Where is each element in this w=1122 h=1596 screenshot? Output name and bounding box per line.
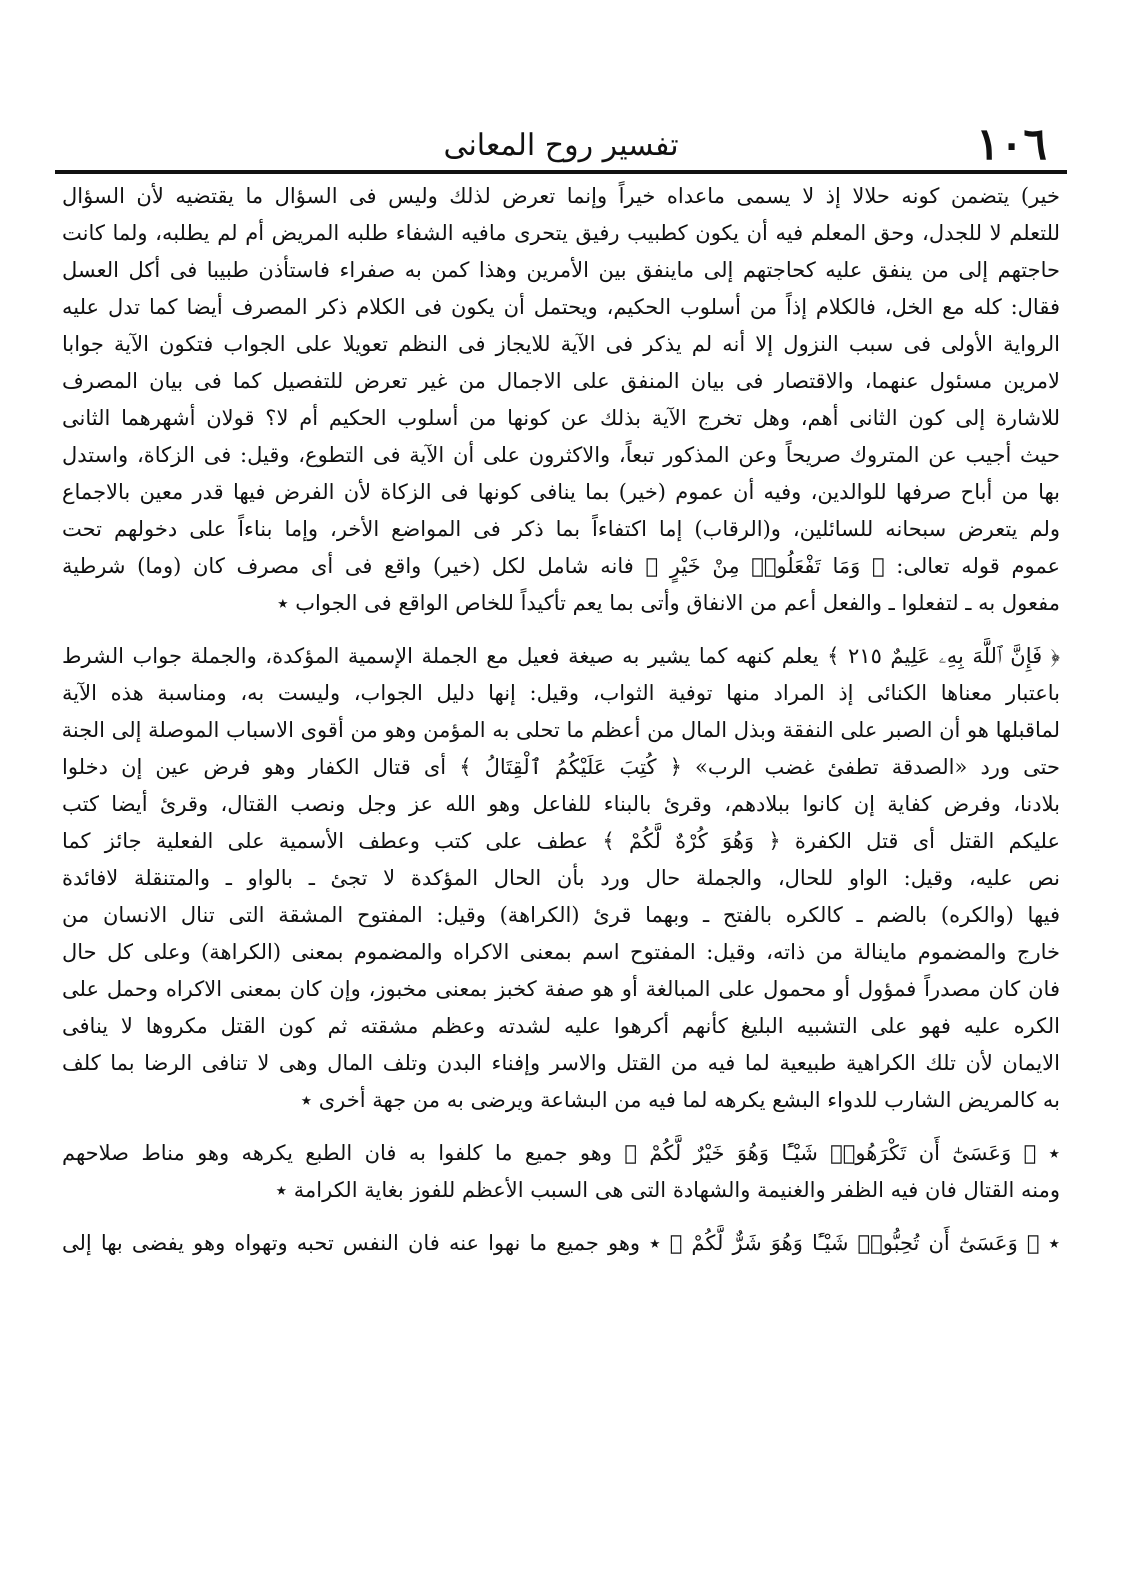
book-title: تفسير روح المعانى (443, 128, 679, 163)
text-line: فقال: كله مع الخل، فالكلام إذاً من أسلوب الحكيم، ويحتمل أن يكون فى الكلام ذكر المصرف أيضا كما تدل عليه (62, 295, 1060, 319)
text-line: بلادنا، وفرض كفاية إن كانوا ببلادهم، وقرئ بالبناء للفاعل وهو الله عز وجل ونصب القتال، وقرئ أيضا كتب (62, 792, 1060, 816)
paragraph-gap (62, 1209, 1060, 1225)
text-line: عموم قوله تعالى: ﴿ وَمَا تَفْعَلُوا۟ مِنْ خَيْرٍ ﴾ فانه شامل لكل (خير) واقع فى أى مصرف كان (وما) شرطية (62, 554, 1060, 578)
text-line: لماقبلها هو أن الصبر على النفقة وبذل المال من أعظم ما تحلى به المؤمن وهو من أقوى الاسباب الموصلة إلى الجنة (62, 718, 1060, 742)
text-line: خارج والمضموم ماينالة من ذاته، وقيل: المفتوح اسم بمعنى الاكراه والمضموم بمعنى (الكراهة) وعلى كل حال (62, 940, 1060, 964)
text-line: بها من أباح صرفها للوالدين، وفيه أن عموم (خير) بما ينافى كونها فى الزكاة لأن الفرض فيها قدر معين بالاجماع (62, 480, 1060, 504)
text-line: للاشارة إلى كون الثانى أهم، وهل تخرج الآية بذلك عن كونها من أسلوب الحكيم أم لا؟ قولان أشهرهما الثانى (62, 406, 1060, 430)
text-line: ﴿ فَإِنَّ ٱللَّهَ بِهِۦ عَلِيمٌ ٢١٥ ﴾ يعلم كنهه كما يشير به صيغة فعيل مع الجملة الإسمية المؤكدة، والجملة جواب الشرط (62, 644, 1060, 668)
text-line: ٭ ﴿ وَعَسَىٰٓ أَن تَكْرَهُوا۟ شَيْـًٔا وَهُوَ خَيْرٌ لَّكُمْ ﴾ وهو جميع ما كلفوا به فان الطبع يكرهه وهو مناط صلاحهم (62, 1141, 1060, 1165)
text-line: حيث أجيب عن المتروك صريحاً وعن المذكور تبعاً، والاكثرون على أن الآية فى التطوع، وقيل: فى الزكاة، واستدل (62, 443, 1060, 467)
page-number: ١٠٦ (976, 119, 1047, 170)
text-line: للتعلم لا للجدل، وحق المعلم فيه أن يكون كطبيب رفيق يتحرى مافيه الشفاء طلبه المريض أم لم يطلبه، ولما كانت (62, 221, 1060, 245)
page-header (55, 120, 1067, 170)
text-line: الرواية الأولى فى سبب النزول إلا أنه لم يذكر فى الآية للايجاز فى النظم تعويلا على الجواب فتكون الآية جوابا (62, 332, 1060, 356)
text-line: فيها (والكره) بالضم ـ كالكره بالفتح ـ وبهما قرئ (الكراهة) وقيل: المفتوح المشقة التى تنال الانسان من (62, 903, 1060, 927)
text-line: ومنه القتال فان فيه الظفر والغنيمة والشهادة التى هى السبب الأعظم للفوز بغاية الكرامة ٭ (275, 1178, 1060, 1202)
text-line: به كالمريض الشارب للدواء البشع يكرهه لما فيه من البشاعة ويرضى به من جهة أخرى ٭ (300, 1088, 1060, 1112)
text-line: الكره عليه فهو على التشبيه البليغ كأنهم أكرهوا عليه لشدته وعظم مشقته ثم كون القتل مكروها لا ينافى (62, 1014, 1060, 1038)
text-line: مفعول به ـ لتفعلوا ـ والفعل أعم من الانفاق وأتى بما يعم تأكيداً للخاص الواقع فى الجواب ٭ (277, 591, 1060, 615)
text-line: باعتبار معناها الكنائى إذ المراد منها توفية الثواب، وقيل: إنها دليل الجواب، وليست به، ومناسبة هذه الآية (62, 681, 1060, 705)
text-line: الايمان لأن تلك الكراهية طبيعية لما فيه من القتل والاسر وإفناء البدن وتلف المال وهى لا تنافى الرضا بما كلف (62, 1051, 1060, 1075)
page-body (62, 178, 1060, 1262)
text-line: ولم يتعرض سبحانه للسائلين، و(الرقاب) إما اكتفاءاً بما ذكر فى المواضع الأخر، وإما بناءاً على دخولهم تحت (62, 517, 1060, 541)
text-line: حاجتهم إلى من ينفق عليه كحاجتهم إلى ماينفق بين الأمرين وهذا كمن به صفراء فاستأذن طبيبا فى أكل العسل (62, 258, 1060, 282)
paragraph-gap (62, 1119, 1060, 1135)
header-divider (55, 170, 1067, 174)
text-line: عليكم القتل أى قتل الكفرة ﴿ وَهُوَ كُرْهٌ لَّكُمْ ﴾ عطف على كتب وعطف الأسمية على الفعلية جائز كما (62, 829, 1060, 853)
text-line: ٭ ﴿ وَعَسَىٰٓ أَن تُحِبُّوا۟ شَيْـًٔا وَهُوَ شَرٌّ لَّكُمْ ﴾ ٭ وهو جميع ما نهوا عنه فان النفس تحبه وتهواه وهو يفضى بها إلى (62, 1231, 1060, 1255)
text-line: نص عليه، وقيل: الواو للحال، والجملة حال ورد بأن الحال المؤكدة لا تجئ ـ بالواو ـ والمتنقلة لافائدة (62, 866, 1060, 890)
paragraph-gap (62, 622, 1060, 638)
text-line: فان كان مصدراً فمؤول أو محمول على المبالغة أو هو صفة كخبز بمعنى مخبوز، وإن كان بمعنى الاكراه وحمل على (62, 977, 1060, 1001)
text-line: لامرين مسئول عنهما، والاقتصار فى بيان المنفق على الاجمال من غير تعرض للتفصيل كما فى بيان المصرف (62, 369, 1060, 393)
text-line: خير) يتضمن كونه حلالا إذ لا يسمى ماعداه خيراً وإنما تعرض لذلك وليس فى السؤال ما يقتضيه لأن السؤال (62, 184, 1060, 208)
text-line: حتى ورد «الصدقة تطفئ غضب الرب» ﴿ كُتِبَ عَلَيْكُمُ ٱلْقِتَالُ ﴾ أى قتال الكفار وهو فرض عين إن دخلوا (62, 755, 1060, 779)
